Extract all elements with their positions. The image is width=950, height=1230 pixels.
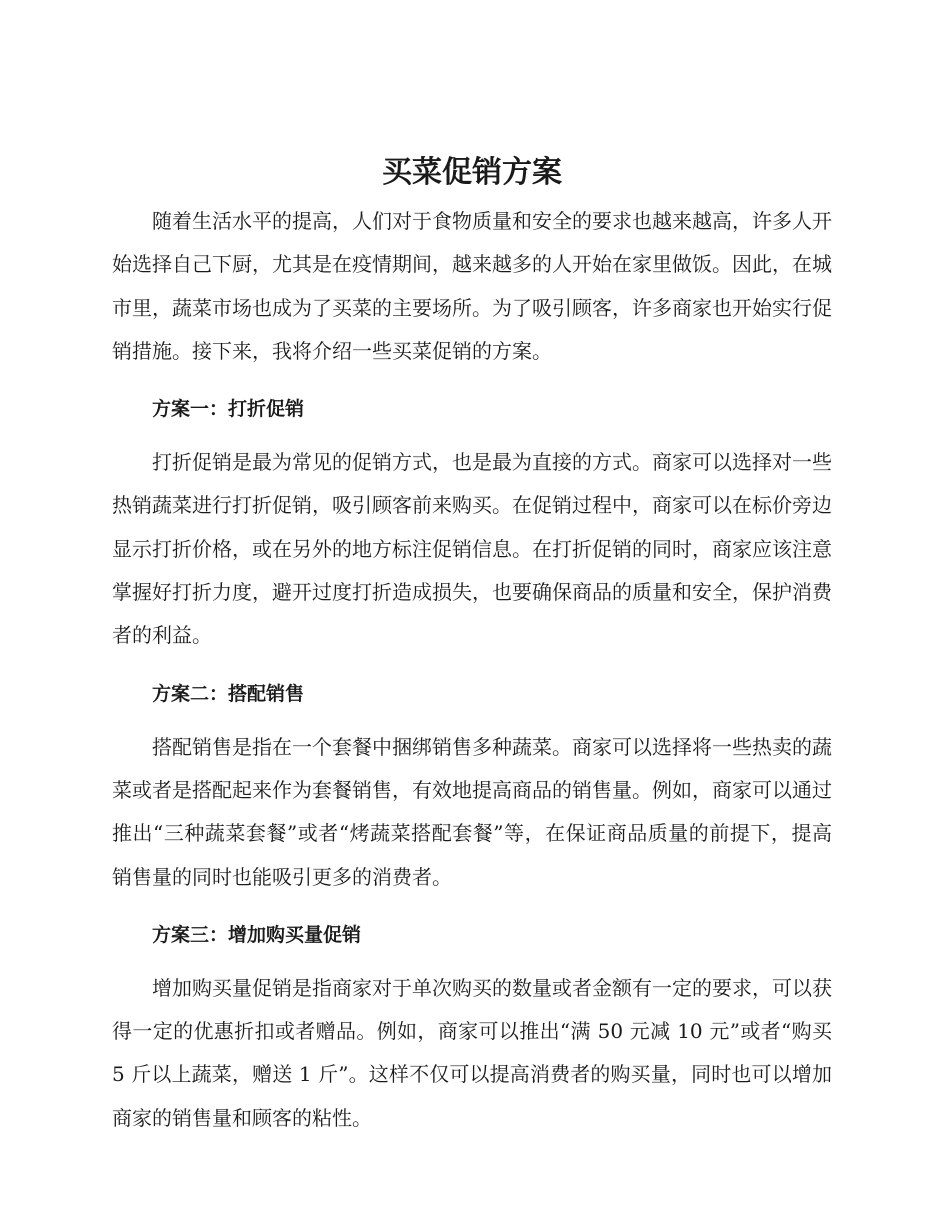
intro-paragraph: 随着生活水平的提高，人们对于食物质量和安全的要求也越来越高，许多人开始选择自己下厨，尤其是在疫情期间，越来越多的人开始在家里做饭。因此，在城市里，蔬菜市场也成为了买菜的主要场所。为了吸引顾客，许多商家也开始实行促销措施。接下来，我将介绍一些买菜促销的方案。 <box>112 209 832 363</box>
section-heading: 方案三：增加购买量促销 <box>152 923 362 946</box>
section-heading: 方案二：搭配销售 <box>152 682 305 705</box>
section-2 <box>112 680 832 899</box>
section-3 <box>112 921 832 1140</box>
section-paragraph: 增加购买量促销是指商家对于单次购买的数量或者金额有一定的要求，可以获得一定的优惠折扣或者赠品。例如，商家可以推出“满 50 元减 10 元”或者“购买 5 斤以上蔬菜，赠送 1 斤”。这样不仅可以提高消费者的购买量，同时也可以增加商家的销售量和顾客的粘性。 <box>112 975 832 1130</box>
section-paragraph: 搭配销售是指在一个套餐中捆绑销售多种蔬菜。商家可以选择将一些热卖的蔬菜或者是搭配起来作为套餐销售，有效地提高商品的销售量。例如，商家可以通过推出“三种蔬菜套餐”或者“烤蔬菜搭配套餐”等，在保证商品质量的前提下，提高销售量的同时也能吸引更多的消费者。 <box>112 734 832 889</box>
section-heading: 方案一：打折促销 <box>152 398 305 421</box>
document-title: 买菜促销方案 <box>382 155 562 190</box>
document-page <box>112 148 832 1140</box>
section-1 <box>112 395 832 657</box>
section-paragraph: 打折促销是最为常见的促销方式，也是最为直接的方式。商家可以选择对一些热销蔬菜进行打折促销，吸引顾客前来购买。在促销过程中，商家可以在标价旁边显示打折价格，或在另外的地方标注促销信息。在打折促销的同时，商家应该注意掌握好打折力度，避开过度打折造成损失，也要确保商品的质量和安全，保护消费者的利益。 <box>112 450 832 648</box>
